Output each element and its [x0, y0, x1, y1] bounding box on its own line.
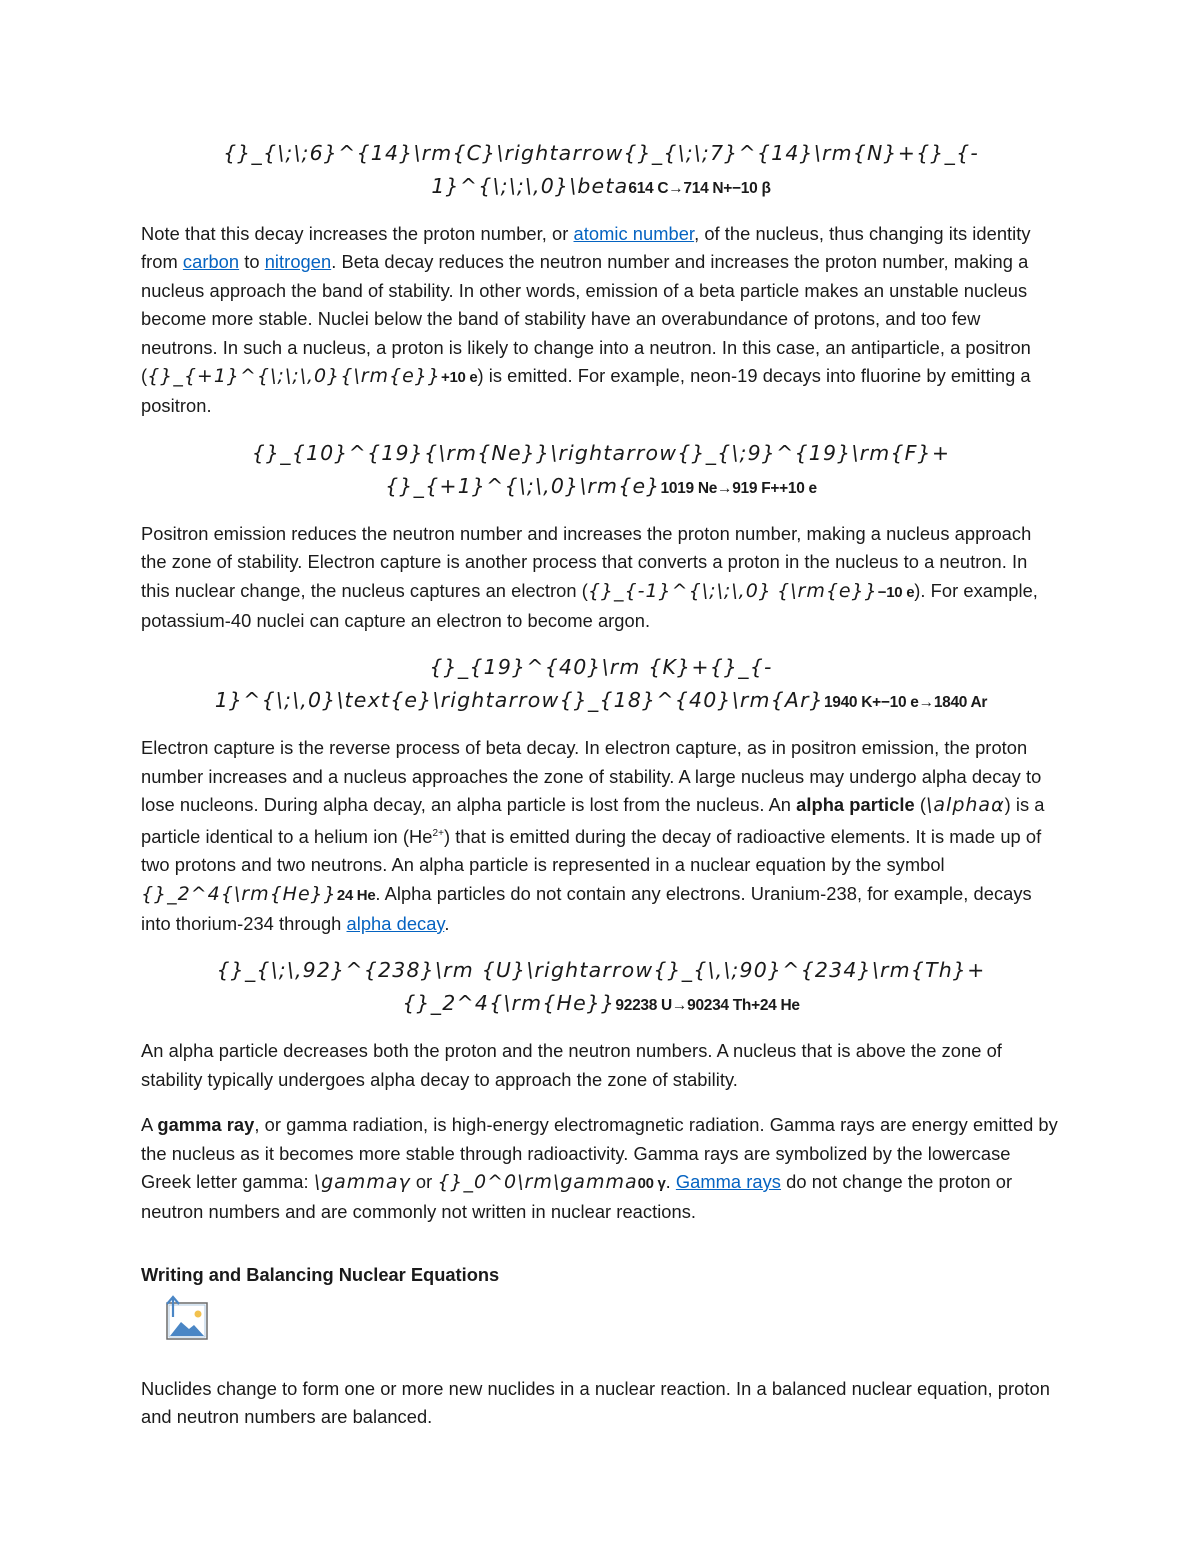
text-run: or — [410, 1171, 438, 1193]
positron-plain: +10 e — [441, 369, 478, 387]
equation-latex-line2: 1}^{\;\;\,0}\beta — [431, 174, 629, 198]
positron-latex: {}_{+1}^{\;\;\,0}{\rm{e}} — [147, 365, 441, 388]
text-run: , of the nucleus, thus changing its identity from — [141, 223, 1031, 273]
paragraph-gamma-ray — [141, 1111, 1061, 1227]
text-run: Electron capture is the reverse process of beta decay. In electron capture, as in positron emission, the proton number increases and a nucleus approaches the zone of stability. A large nucleus may undergo alpha decay to lose nucleons. During alpha decay, an alpha particle is lost from the nucleus. An — [141, 737, 1042, 816]
paragraph-electron-capture — [141, 520, 1061, 636]
equation-plain: 1940 K+−10 e→1840 Ar — [823, 694, 988, 712]
text-run: A — [141, 1114, 158, 1136]
text-run: do not change the proton or neutron numbers and are commonly not written in nuclear reactions. — [141, 1171, 1013, 1223]
text-run: ). For example, potassium-40 nuclei can capture an electron to become argon. — [141, 579, 1038, 632]
equation-latex-line2: 1}^{\;\,0}\text{e}\rightarrow{}_{18}^{40}\rm{Ar} — [214, 688, 824, 713]
text-run: Positron emission reduces the neutron number and increases the proton number, making a nucleus approach the zone of stability. Electron capture is another process that converts a proton in the nucleus to a neutron. In this nuclear change, the nucleus captures an electron ( — [141, 522, 1032, 601]
image-placeholder-icon — [161, 1295, 211, 1343]
text-run: . — [665, 1171, 676, 1193]
text-run: . Beta decay reduces the neutron number and increases the proton number, making a nucleus approach the band of stability. In other words, emission of a beta particle makes an unstable nucleus become more stable. Nuclei below the band of stability have an overabundance of protons, and too few neutrons. In such a nucleus, a proton is likely to change into a neutron. In this case, an antiparticle, a positron ( — [141, 251, 1031, 387]
term-gamma-ray: gamma ray — [157, 1114, 255, 1136]
equation-uranium-alpha — [141, 955, 1061, 1021]
equation-plain: 92238 U→90234 Th+24 He — [615, 997, 800, 1015]
equation-latex-line2: {}_{+1}^{\;\,0}\rm{e} — [385, 473, 661, 498]
link-nitrogen[interactable]: nitrogen — [264, 251, 332, 273]
helium-latex: {}_2^4{\rm{He}} — [141, 882, 337, 905]
section-heading: Writing and Balancing Nuclear Equations — [141, 1263, 500, 1285]
alpha-plain: α — [991, 794, 1005, 817]
superscript: 2+ — [432, 827, 445, 839]
document-body — [141, 138, 1061, 1449]
equation-positron-emission — [141, 438, 1061, 504]
text-run: ( — [914, 794, 926, 816]
gamma-latex: \gamma — [313, 1171, 399, 1194]
equation-plain: 1019 Ne→919 F++10 e — [660, 479, 817, 497]
equation-latex-line2: {}_2^4{\rm{He}} — [402, 991, 616, 1016]
equation-beta-decay — [141, 138, 1061, 204]
alpha-latex: \alpha — [926, 794, 992, 817]
equation-latex-line1: {}_{\;\;6}^{14}\rm{C}\rightarrow{}_{\;\;7}^{14}\rm{N}+{}_{- — [223, 141, 979, 165]
equation-plain: 614 C→714 N+−10 β — [628, 180, 771, 197]
electron-latex-a: {}_{-1}^{\;\;\,0} — [587, 579, 772, 602]
text-run: , or gamma radiation, is high-energy electromagnetic radiation. Gamma rays are energy emitted by the nucleus as it becomes more stable through radioactivity. Gamma rays are symbolized by the lowercase Greek letter gamma: — [141, 1114, 1058, 1193]
gamma-plain: γ — [398, 1171, 411, 1194]
paragraph-beta-decay — [141, 220, 1061, 421]
text-run: . — [444, 913, 450, 934]
text-run: Note that this decay increases the proton number, or — [141, 223, 574, 244]
equation-latex-line1: {}_{19}^{40}\rm {K}+{}_{- — [429, 655, 773, 680]
link-alpha-decay[interactable]: alpha decay — [346, 913, 445, 934]
link-gamma-rays[interactable]: Gamma rays — [675, 1171, 782, 1193]
link-carbon[interactable]: carbon — [182, 251, 240, 273]
text-run: . Alpha particles do not contain any electrons. Uranium-238, for example, decays into thorium-234 through — [141, 882, 1032, 934]
paragraph-alpha-effect: An alpha particle decreases both the proton and the neutron numbers. A nucleus that is above the zone of stability typically undergoes alpha decay to approach the zone of stability. — [141, 1040, 1002, 1090]
equation-latex-line1: {}_{10}^{19}{\rm{Ne}}\rightarrow{}_{\;9}^{19}\rm{F}+ — [251, 440, 951, 465]
helium-plain: 24 He — [336, 886, 376, 904]
gamma-plain-2: 00 γ — [637, 1175, 666, 1193]
link-atomic-number[interactable]: atomic number — [573, 223, 695, 244]
text-run: ) is a particle identical to a helium ion (He — [141, 794, 1045, 847]
equation-latex-line1: {}_{\;\,92}^{238}\rm {U}\rightarrow{}_{\,\;90}^{234}\rm{Th}+ — [216, 958, 986, 983]
text-run: ) is emitted. For example, neon-19 decays into fluorine by emitting a positron. — [141, 365, 1031, 417]
text-run: ) that is emitted during the decay of radioactive elements. It is made up of two protons and two neutrons. An alpha particle is represented in a nuclear equation by the symbol — [141, 825, 1042, 876]
text-run: to — [239, 251, 265, 273]
electron-plain: −10 e — [877, 583, 915, 601]
paragraph-balanced-equations: Nuclides change to form one or more new nuclides in a nuclear reaction. In a balanced nuclear equation, proton and neutron numbers are balanced. — [141, 1377, 1050, 1428]
electron-latex-b: {\rm{e}} — [777, 579, 878, 602]
paragraph-alpha-decay — [141, 734, 1061, 938]
gamma-latex-2: {}_0^0\rm\gamma — [437, 1171, 638, 1194]
term-alpha-particle: alpha particle — [796, 794, 915, 816]
equation-electron-capture — [141, 652, 1061, 718]
